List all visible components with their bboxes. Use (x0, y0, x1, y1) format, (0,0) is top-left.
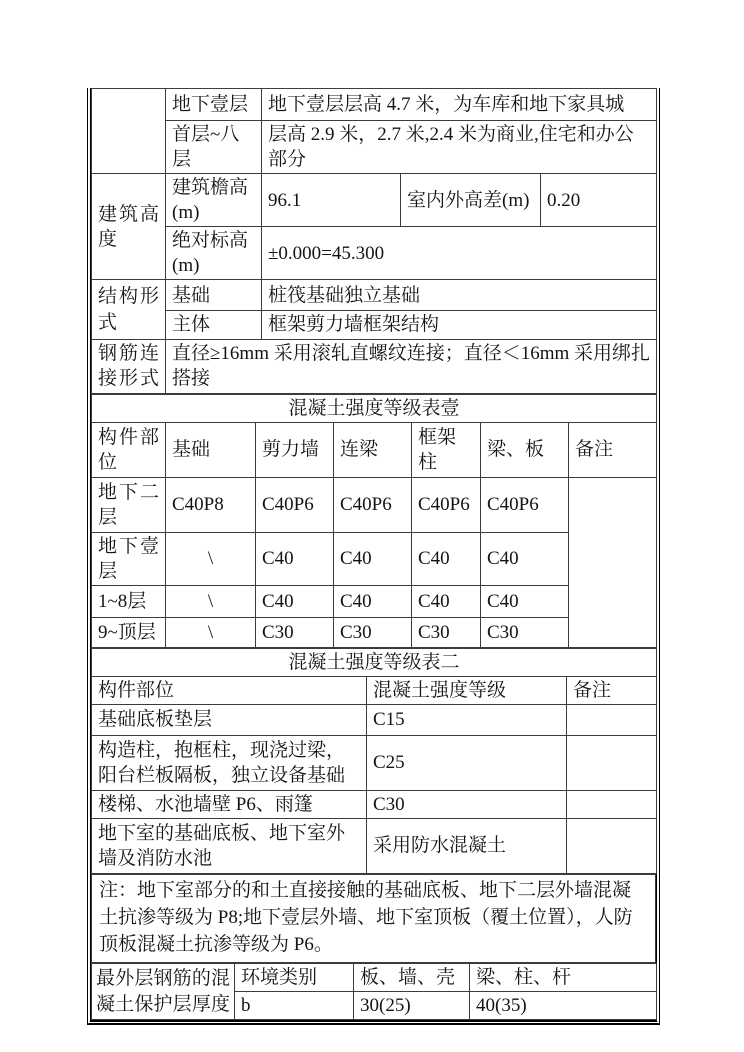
table2-remark-cell (567, 735, 657, 790)
foundation-value: 桩筏基础独立基础 (262, 280, 657, 311)
eave-height-label: 建筑檐高(m) (166, 174, 262, 227)
cover-beam-column-rod-value: 40(35) (470, 992, 657, 1020)
structure-group-label: 结构形式 (92, 280, 166, 339)
table1-value-cell: C30 (412, 617, 481, 647)
table2-part-cell: 基础底板垫层 (92, 704, 367, 735)
table1-value-cell: \ (166, 532, 256, 585)
table2-part-cell: 地下室的基础底板、地下室外墙及消防水池 (92, 819, 367, 874)
cover-group-label: 最外层钢筋的混凝土保护层厚度 (92, 963, 235, 1019)
table1-part-cell: 1~8层 (92, 585, 166, 617)
table1-remark-cell (569, 477, 657, 647)
table1-value-cell: C40 (481, 532, 569, 585)
table1-header-coupling-beam: 连梁 (334, 422, 412, 477)
floor-content: 层高 2.9 米，2.7 米,2.4 米为商业,住宅和办公部分 (262, 121, 657, 174)
absolute-elevation-value: ±0.000=45.300 (262, 227, 657, 280)
concrete-strength-table-2 (91, 648, 657, 874)
indoor-outdoor-diff-value: 0.20 (541, 174, 657, 227)
main-body-label: 主体 (166, 311, 262, 339)
table1-part-cell: 地下二层 (92, 477, 166, 532)
table1-header-beam-slab: 梁、板 (481, 422, 569, 477)
concrete-strength-table-1 (91, 394, 657, 648)
cover-header-environment: 环境类别 (235, 963, 354, 991)
note-text: 注：地下室部分的和土直接接触的基础底板、地下二层外墙混凝土抗渗等级为 P8;地下壹层外墙、地下室顶板（覆土位置），人防顶板混凝土抗渗等级为 P6。 (92, 875, 656, 963)
cover-header-beam-column-rod: 梁、柱、杆 (470, 963, 657, 991)
table1-header-shear-wall: 剪力墙 (256, 422, 334, 477)
table2-remark-cell (567, 790, 657, 818)
table2-grade-cell: 采用防水混凝土 (367, 819, 567, 874)
table1-header-frame-column: 框架柱 (412, 422, 481, 477)
table1-value-cell: C40 (256, 532, 334, 585)
cover-slab-wall-shell-value: 30(25) (354, 992, 470, 1020)
table1-value-cell: C40P6 (481, 477, 569, 532)
table2-grade-cell: C25 (367, 735, 567, 790)
table1-value-cell: C40 (481, 585, 569, 617)
cover-environment-value: b (235, 992, 354, 1020)
table1-value-cell: C40 (412, 585, 481, 617)
table1-title: 混凝土强度等级表壹 (92, 394, 657, 422)
main-body-value: 框架剪力墙框架结构 (262, 311, 657, 339)
rebar-connection-group-label: 钢筋连接形式 (92, 339, 166, 393)
table1-value-cell: C30 (256, 617, 334, 647)
table1-value-cell: C40 (334, 585, 412, 617)
table1-part-cell: 9~顶层 (92, 617, 166, 647)
table2-header-part: 构件部位 (92, 676, 367, 704)
table1-header-remark: 备注 (569, 422, 657, 477)
cover-thickness-table (91, 963, 657, 1020)
note-table (91, 874, 656, 963)
table2-remark-cell (567, 704, 657, 735)
foundation-label: 基础 (166, 280, 262, 311)
table1-part-cell: 地下壹层 (92, 532, 166, 585)
info-left-spacer (92, 89, 166, 174)
table1-value-cell: \ (166, 585, 256, 617)
table1-header-part: 构件部位 (92, 422, 166, 477)
building-height-group-label: 建筑高度 (92, 174, 166, 280)
cover-header-slab-wall-shell: 板、墙、壳 (354, 963, 470, 991)
table1-value-cell: C40P8 (166, 477, 256, 532)
table1-value-cell: C40P6 (412, 477, 481, 532)
table2-title: 混凝土强度等级表二 (92, 648, 657, 676)
table2-grade-cell: C30 (367, 790, 567, 818)
table2-remark-cell (567, 819, 657, 874)
table1-value-cell: \ (166, 617, 256, 647)
floor-label: 首层~八层 (166, 121, 262, 174)
table2-header-remark: 备注 (567, 676, 657, 704)
floor-label: 地下壹层 (166, 89, 262, 121)
table1-value-cell: C30 (481, 617, 569, 647)
rebar-connection-value: 直径≥16mm 采用滚轧直螺纹连接；直径＜16mm 采用绑扎搭接 (166, 339, 657, 393)
absolute-elevation-label: 绝对标高(m) (166, 227, 262, 280)
floor-content: 地下壹层层高 4.7 米，为车库和地下家具城 (262, 89, 657, 121)
eave-height-value: 96.1 (262, 174, 401, 227)
table1-value-cell: C30 (334, 617, 412, 647)
table1-header-foundation: 基础 (166, 422, 256, 477)
table1-value-cell: C40P6 (256, 477, 334, 532)
info-table (91, 88, 657, 394)
table1-value-cell: C40 (256, 585, 334, 617)
table2-header-grade: 混凝土强度等级 (367, 676, 567, 704)
table1-value-cell: C40 (334, 532, 412, 585)
table1-value-cell: C40P6 (334, 477, 412, 532)
spec-sheet (87, 88, 660, 1025)
table1-value-cell: C40 (412, 532, 481, 585)
table2-part-cell: 构造柱，抱框柱，现浇过梁，阳台栏板隔板，独立设备基础 (92, 735, 367, 790)
table2-part-cell: 楼梯、水池墙壁 P6、雨篷 (92, 790, 367, 818)
table2-grade-cell: C15 (367, 704, 567, 735)
indoor-outdoor-diff-label: 室内外高差(m) (401, 174, 541, 227)
